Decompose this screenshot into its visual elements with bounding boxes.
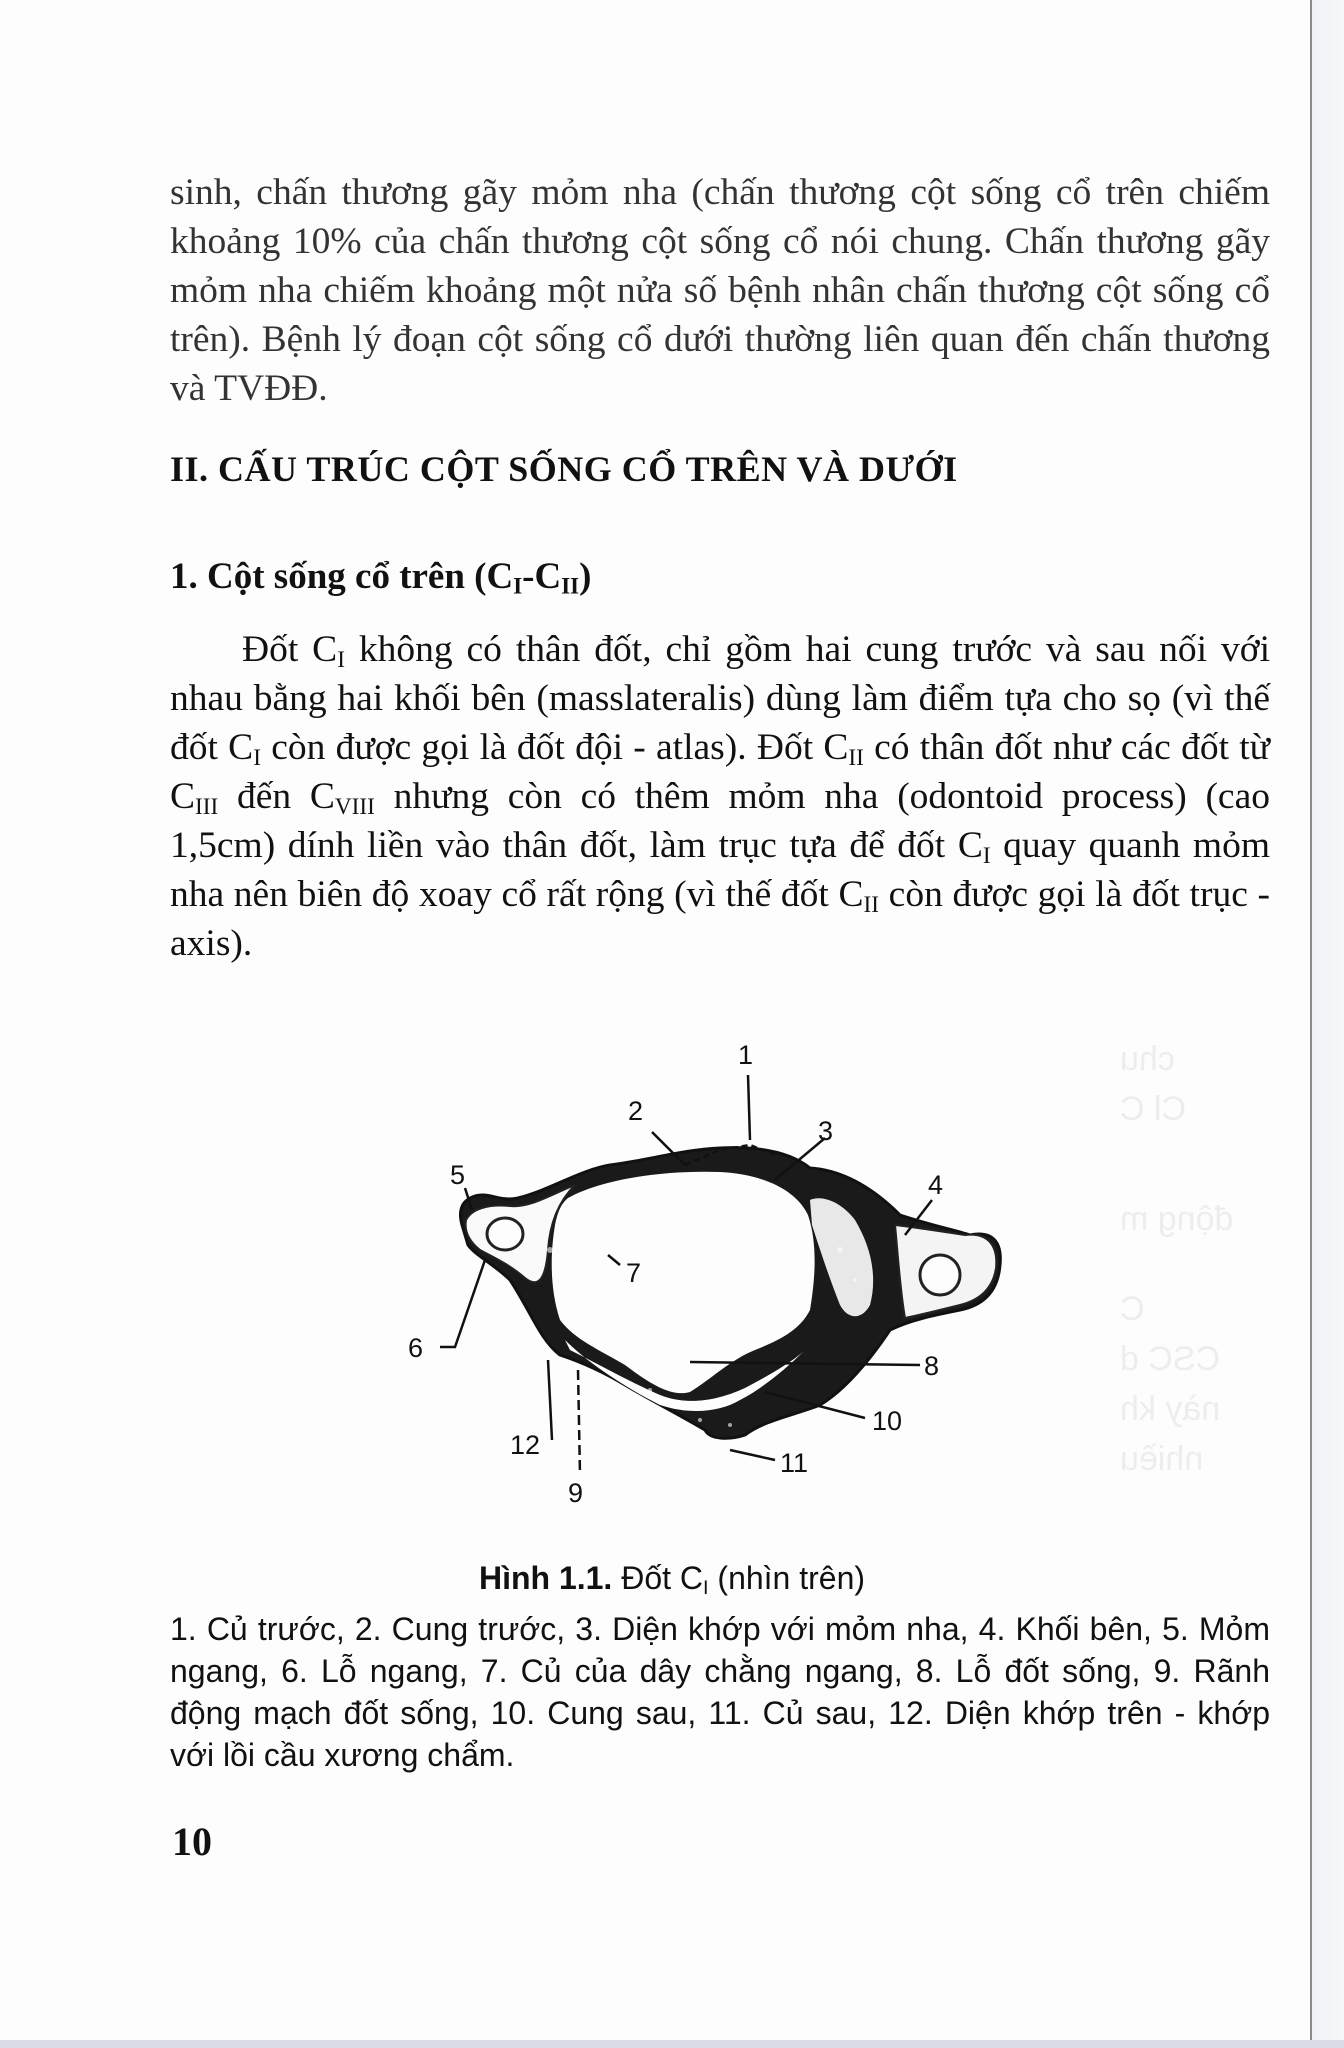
- text-run: còn được gọi là đốt trục - axis).: [170, 874, 1270, 964]
- subsection-heading: [170, 555, 591, 598]
- heading-text: 1. Cột sống cổ trên (C: [170, 556, 514, 597]
- bleed-through-text: Cl C: [1120, 1090, 1187, 1128]
- heading-subscript: II: [561, 573, 580, 599]
- text-run: còn được gọi là đốt đội - atlas). Đốt C: [260, 727, 849, 768]
- text-run: nhưng còn có thêm mỏm nha (odontoid process) (cao 1,5cm) dính liền vào thân đốt, làm trục tựa để đốt C: [170, 776, 1270, 866]
- subscript: I: [982, 842, 991, 869]
- bleed-through-text: chu: [1120, 1040, 1175, 1078]
- bleed-through-text: nhiều: [1120, 1440, 1204, 1478]
- page-number: 10: [172, 1819, 212, 1864]
- page-bottom-edge: [0, 2040, 1344, 2048]
- body-paragraph: [170, 625, 1270, 968]
- figure-label-4: 4: [928, 1170, 944, 1200]
- bleed-through-text: động m: [1120, 1200, 1234, 1238]
- atlas-vertebra-figure: [400, 1020, 1020, 1520]
- subscript: II: [863, 891, 880, 918]
- figure-label-2: 2: [628, 1096, 644, 1126]
- heading-text: -C: [522, 556, 562, 597]
- intro-paragraph: sinh, chấn thương gãy mỏm nha (chấn thương cột sống cổ trên chiếm khoảng 10% của chấn thương cột sống cổ nói chung. Chấn thương gãy mỏm nha chiếm khoảng một nửa số bệnh nhân chấn thương cột sống cổ trên). Bệnh lý đoạn cột sống cổ dưới thường liên quan đến chấn thương và TVĐĐ.: [170, 172, 1270, 409]
- bleed-through-text: C: [1120, 1290, 1145, 1328]
- figure-label-10: 10: [872, 1406, 903, 1436]
- bleed-through-text: CSC d: [1120, 1340, 1221, 1378]
- figure-label-11: 11: [780, 1448, 809, 1478]
- figure-label-8: 8: [924, 1351, 940, 1381]
- figure-label-3: 3: [818, 1116, 834, 1146]
- text-run: Đốt C: [242, 629, 338, 670]
- heading-text: ): [579, 556, 592, 597]
- caption-text: Đốt C: [612, 1560, 703, 1596]
- figure-label-6: 6: [408, 1333, 424, 1363]
- figure-label-1: 1: [738, 1040, 754, 1070]
- figure-label-12: 12: [510, 1430, 541, 1460]
- figure-legend: 1. Củ trước, 2. Cung trước, 3. Diện khớp với mỏm nha, 4. Khối bên, 5. Mỏm ngang, 6. Lỗ ngang, 7. Củ của dây chằng ngang, 8. Lỗ đốt sống, 9. Rãnh động mạch đốt sống, 10. Cung sau, 11. Củ sau, 12. Diện khớp trên - khớp với lồi cầu xương chẩm.: [170, 1611, 1270, 1773]
- page-edge: [1312, 0, 1344, 2048]
- text-run: có thân đốt như các đốt từ C: [170, 727, 1270, 817]
- subscript: III: [195, 793, 219, 820]
- caption-subscript: I: [703, 1576, 709, 1599]
- atlas-vertebra-drawing: [400, 1020, 1020, 1520]
- subscript: VIII: [334, 793, 375, 820]
- text-run: quay quanh mỏm nha nên biên độ xoay cổ rất rộng (vì thế đốt C: [170, 825, 1270, 915]
- figure-label-9: 9: [568, 1478, 584, 1508]
- heading-subscript: I: [513, 573, 523, 599]
- subscript: I: [253, 744, 261, 771]
- caption-number: Hình 1.1.: [478, 1560, 613, 1596]
- subscript: II: [848, 744, 864, 771]
- caption-text: (nhìn trên): [708, 1560, 866, 1596]
- subscript: I: [337, 646, 345, 673]
- figure-label-5: 5: [450, 1160, 466, 1190]
- text-run: không có thân đốt, chỉ gồm hai cung trước và sau nối với nhau bằng hai khối bên (masslateralis) dùng làm điểm tựa cho sọ (vì thế đốt C: [170, 629, 1271, 768]
- text-run: đến C: [218, 776, 335, 817]
- section-heading: II. CẤU TRÚC CỘT SỐNG CỔ TRÊN VÀ DƯỚI: [170, 449, 958, 489]
- figure-caption: [0, 1560, 1344, 1597]
- bleed-through-text: này kh: [1120, 1390, 1221, 1428]
- figure-label-7: 7: [626, 1258, 642, 1288]
